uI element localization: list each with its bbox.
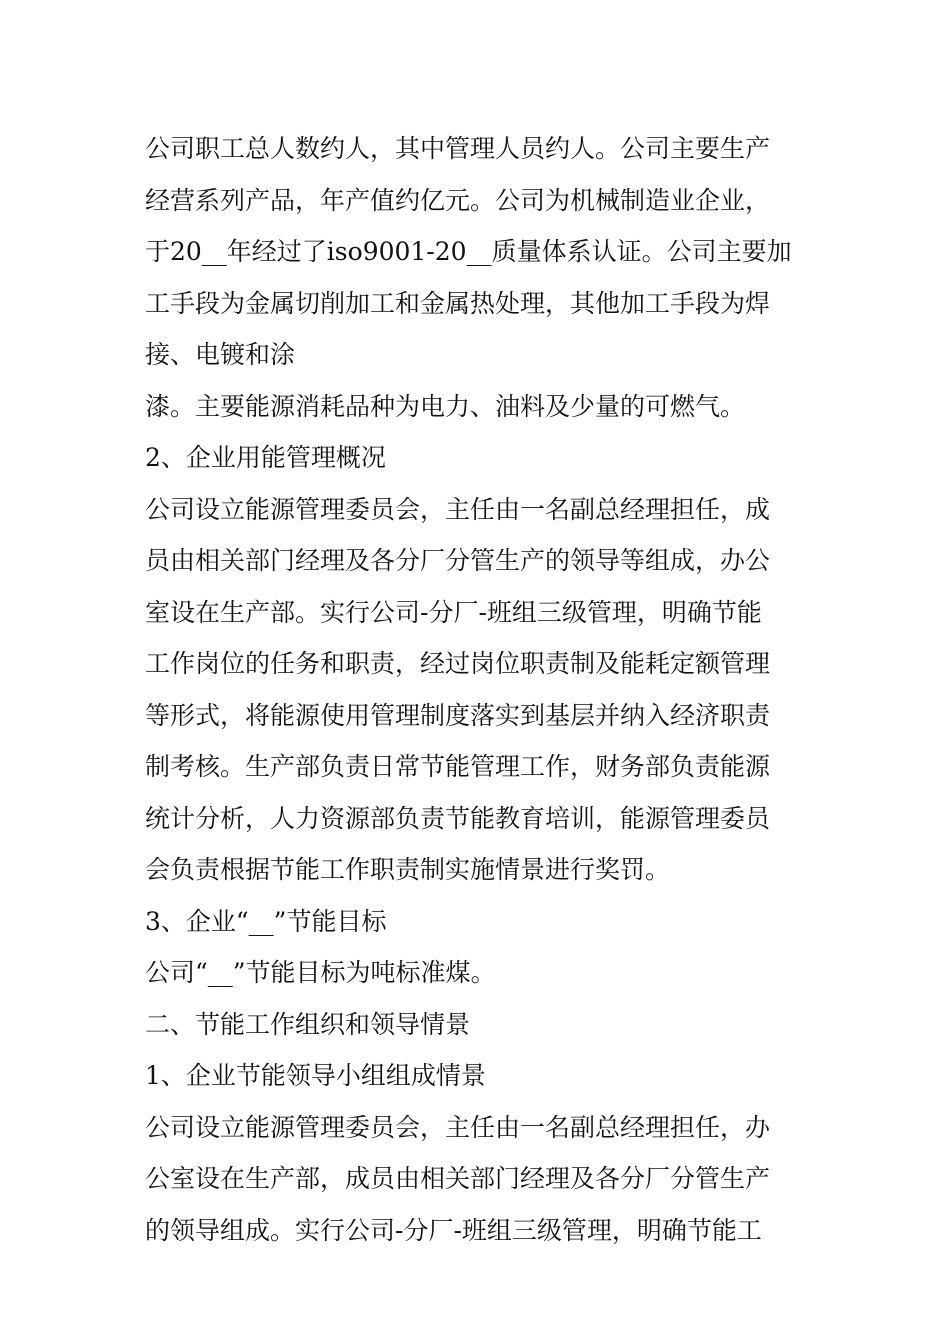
text-line: 接、电镀和涂 bbox=[145, 340, 296, 369]
text-line: 的领导组成。实行公司-分厂-班组三级管理，明确节能工 bbox=[145, 1215, 762, 1245]
text-line: 员由相关部门经理及各分厂分管生产的领导等组成，办公 bbox=[145, 546, 771, 575]
section-heading: 1、企业节能领导小组组成情景 bbox=[145, 1061, 486, 1090]
text-line: 室设在生产部。实行公司-分厂-班组三级管理，明确节能 bbox=[145, 597, 762, 627]
text-line: 会负责根据节能工作职责制实施情景进行奖罚。 bbox=[145, 855, 671, 884]
text-line: 漆。主要能源消耗品种为电力、油料及少量的可燃气。 bbox=[145, 391, 746, 421]
text-line: 制考核。生产部负责日常节能管理工作，财务部负责能源 bbox=[145, 752, 771, 781]
section-heading: 2、企业用能管理概况 bbox=[145, 443, 386, 472]
body-text bbox=[145, 123, 815, 1256]
section-heading: 3、企业“__”节能目标 bbox=[145, 906, 387, 936]
text-line: 公司职工总人数约人，其中管理人员约人。公司主要生产 bbox=[145, 134, 771, 163]
text-line: 经营系列产品，年产值约亿元。公司为机械制造业企业， bbox=[145, 185, 771, 215]
text-line: 公司设立能源管理委员会，主任由一名副总经理担任，成 bbox=[145, 494, 771, 524]
text-line: 统计分析，人力资源部负责节能教育培训，能源管理委员 bbox=[145, 803, 771, 833]
text-line: 公司“__”节能目标为吨标准煤。 bbox=[145, 958, 496, 987]
text-line: 工作岗位的任务和职责，经过岗位职责制及能耗定额管理 bbox=[145, 649, 771, 678]
text-line: 于20__年经过了iso9001-20__质量体系认证。公司主要加 bbox=[145, 237, 792, 266]
text-line: 工手段为金属切削加工和金属热处理，其他加工手段为焊 bbox=[145, 288, 771, 318]
chapter-heading: 二、节能工作组织和领导情景 bbox=[145, 1009, 471, 1039]
text-line: 公司设立能源管理委员会，主任由一名副总经理担任，办 bbox=[145, 1112, 771, 1142]
text-line: 等形式，将能源使用管理制度落实到基层并纳入经济职责 bbox=[145, 700, 771, 730]
text-line: 公室设在生产部，成员由相关部门经理及各分厂分管生产 bbox=[145, 1164, 771, 1193]
